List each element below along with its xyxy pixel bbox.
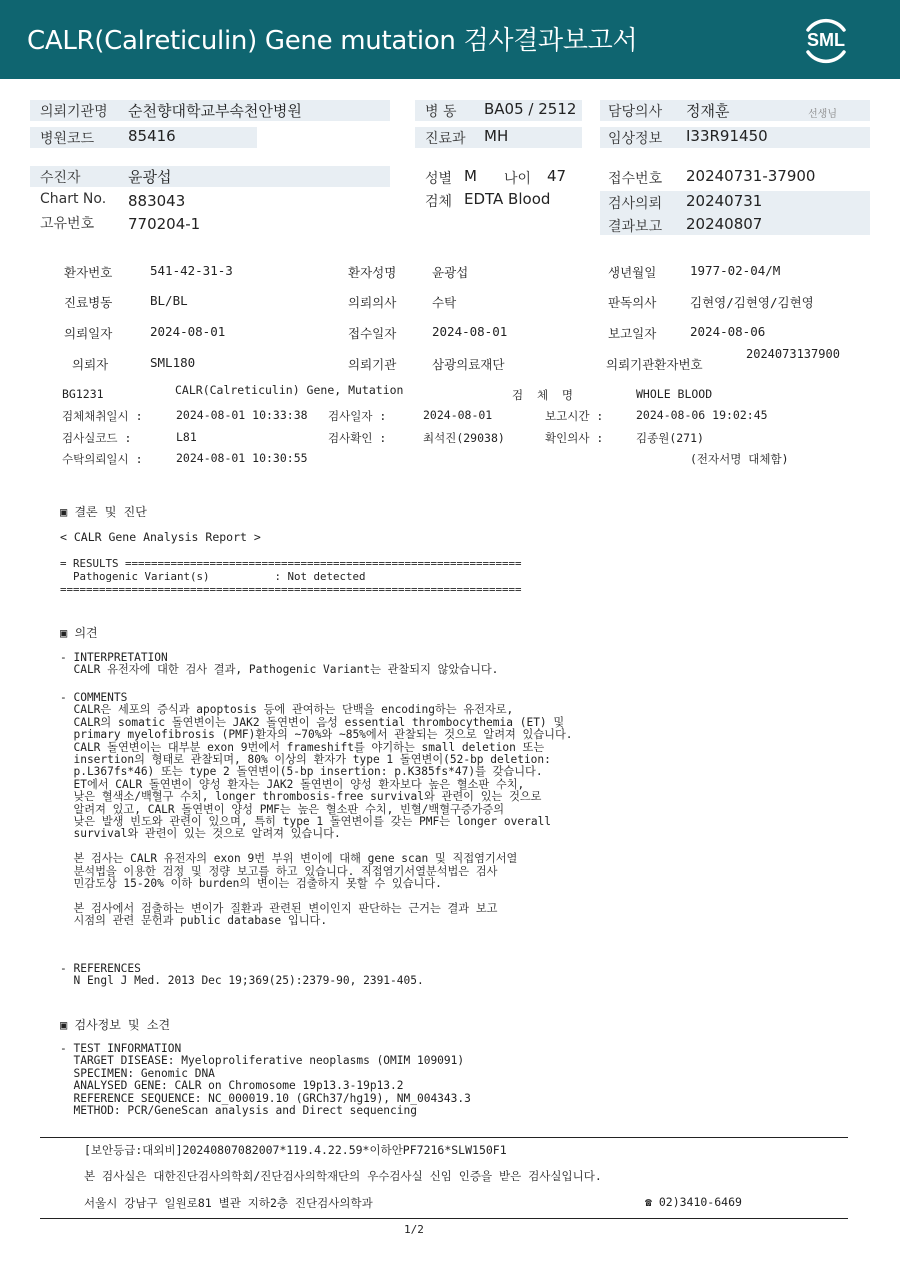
rep-report-date-value: 2024-08-06 xyxy=(690,324,766,339)
hosp-code-label: 병원코드 xyxy=(40,131,95,147)
rep-birth-label: 생년월일 xyxy=(608,265,657,280)
doctor-label: 담당의사 xyxy=(608,104,663,120)
rep-inst-patient-no-label: 의뢰기관환자번호 xyxy=(606,357,703,372)
specimen-name-label: 검 체 명 xyxy=(512,388,574,402)
rep-ward-label: 진료병동 xyxy=(64,295,113,310)
rep-req-date-label: 의뢰일자 xyxy=(64,326,113,341)
req-inst-value: 순천향대학교부속천안병원 xyxy=(128,102,302,120)
rep-ward-value: BL/BL xyxy=(150,293,188,308)
rep-reading-doc-label: 판독의사 xyxy=(608,295,657,310)
rep-requester-label: 의뢰자 xyxy=(72,357,109,372)
lab-code-label: 검사실코드 : xyxy=(62,431,132,445)
report-title: CALR(Calreticulin) Gene mutation 검사결과보고서 xyxy=(27,26,638,56)
rep-birth-value: 1977-02-04/M xyxy=(690,263,781,278)
test-date-label: 검사일자 : xyxy=(328,409,387,423)
unique-label: 고유번호 xyxy=(40,216,95,232)
patient-label: 수진자 xyxy=(40,170,81,186)
dept-value: MH xyxy=(484,127,509,145)
results-item: Pathogenic Variant(s) : Not detected xyxy=(60,570,366,583)
ward-value: BA05 / 2512 xyxy=(484,100,577,118)
testinfo-block: - TEST INFORMATION TARGET DISEASE: Myeloproliferative neoplasms (OMIM 109091) SPECIMEN: Genomic DNA ANALYSED GENE: CALR on Chromosome 19p13.3-19p13.2 REFERENCE SEQUENCE: NC_000019.10 (GRCh37/hg19), NM_004343.3 METHOD: PCR/GeneScan analysis and Direct sequencing xyxy=(60,1042,471,1118)
doctor-value: 정재훈 xyxy=(686,102,730,120)
age-value: 47 xyxy=(547,167,567,185)
unique-value: 770204-1 xyxy=(128,215,201,233)
rep-receipt-date-value: 2024-08-01 xyxy=(432,324,508,339)
specimen-name-value: WHOLE BLOOD xyxy=(636,387,713,401)
clinical-value: I33R91450 xyxy=(686,127,768,145)
interpretation-block: - INTERPRETATION CALR 유전자에 대한 검사 결과, Pathogenic Variant는 관찰되지 않았습니다. xyxy=(60,651,499,677)
rep-patient-no-value: 541-42-31-3 xyxy=(150,263,233,278)
hosp-code-value: 85416 xyxy=(128,127,176,145)
req-date-label: 검사의뢰 xyxy=(608,196,663,212)
opinion-title: ▣ 의견 xyxy=(60,626,98,640)
confirm-label: 검사확인 : xyxy=(328,431,387,445)
req-date-value: 20240731 xyxy=(686,192,763,210)
results-end: ======================================================================= xyxy=(60,583,522,596)
results-line: = RESULTS ============================================================= xyxy=(60,557,522,570)
chart-value: 883043 xyxy=(128,192,186,210)
sex-value: M xyxy=(464,167,477,185)
confirm-doc-value: 김종원(271) xyxy=(636,431,704,445)
req-inst-label: 의뢰기관명 xyxy=(40,104,108,120)
rep-patient-no-label: 환자번호 xyxy=(64,265,113,280)
dept-label: 진료과 xyxy=(425,131,466,147)
footer-top-line xyxy=(40,1137,848,1138)
report-header xyxy=(0,0,900,79)
confirm-doc-label: 확인의사 : xyxy=(545,431,604,445)
test-name: CALR(Calreticulin) Gene, Mutation xyxy=(175,383,404,397)
chart-label: Chart No. xyxy=(40,191,107,207)
specimen-label: 검체 xyxy=(425,194,453,210)
cert-line: 본 검사실은 대한진단검사의학회/진단검사의학재단의 우수검사실 신임 인증을 받은 검사실입니다. xyxy=(84,1169,602,1183)
rep-req-date-value: 2024-08-01 xyxy=(150,324,226,339)
test-code: BG1231 xyxy=(62,387,104,401)
pill-patient xyxy=(30,166,390,187)
collect-value: 2024-08-01 10:33:38 xyxy=(176,408,308,422)
specimen-value: EDTA Blood xyxy=(464,190,551,208)
phone-line: ☎ 02)3410-6469 xyxy=(645,1195,742,1209)
report-name: < CALR Gene Analysis Report > xyxy=(60,530,261,544)
rep-req-inst-label: 의뢰기관 xyxy=(348,357,397,372)
patient-value: 윤광섭 xyxy=(128,168,172,186)
footer-bottom-line xyxy=(40,1218,848,1219)
result-date-value: 20240807 xyxy=(686,215,763,233)
security-line: [보안등급:대외비]20240807082007*119.4.22.59*이하안PF7216*SLW150F1 xyxy=(84,1143,507,1157)
comments-block: - COMMENTS CALR은 세포의 증식과 apoptosis 등에 관여하는 단백을 encoding하는 유전자로, CALR의 somatic 돌연변이는 JAK2 돌연변이 음성 essential thrombocythemia (ET) 및 primary myelofibrosis (PMF)환자의 ~70%와 ~85%에서 관찰되는 것으로 알려져 있습니다. CALR 돌연변이는 대부분 exon 9번에서 frameshift를 야기하는 small deletion 또는 insertion의 형태로 관찰되며, 80% 이상의 환자가 type 1 돌연변이(52-bp deletion: p.L367fs*46) 또는 type 2 돌연변이(5-bp insertion: p.K385fs*47)를 갖습니다. ET에서 CALR 돌연변이 양성 환자는 JAK2 돌연변이 양성 환자보다 높은 혈소판 수치, 낮은 혈색소/백혈구 수치, longer thrombosis-free survival와 관련이 있는 것으로 알려져 있고, CALR 돌연변이 양성 PMF는 높은 혈소판 수치, 빈혈/백혈구증가증의 낮은 발생 빈도와 관련이 있으며, 특히 type 1 돌연변이를 갖는 PMF는 longer overall survival와 관련이 있는 것으로 알려져 있습니다. 본 검사는 CALR 유전자의 exon 9번 부위 변이에 대해 gene scan 및 직접염기서열 분석법을 이용한 검정 및 정량 보고를 하고 있습니다. 직접염기서열분석법은 검사 민감도상 15-20% 이하 burden의 변이는 검출하지 못할 수 있습니다. 본 검사에서 검출하는 변이가 질환과 관련된 변이인지 판단하는 근거는 결과 보고 시점의 관련 문헌과 public database 입니다. xyxy=(60,691,573,928)
references-block: - REFERENCES N Engl J Med. 2013 Dec 19;369(25):2379-90, 2391-405. xyxy=(60,962,424,988)
result-date-label: 결과보고 xyxy=(608,219,663,235)
rep-receipt-date-label: 접수일자 xyxy=(348,326,397,341)
rep-patient-name-value: 윤광섭 xyxy=(432,265,469,280)
logo-text: SML xyxy=(807,30,845,50)
clinical-label: 임상정보 xyxy=(608,131,663,147)
rep-req-inst-value: 삼광의료재단 xyxy=(432,357,505,372)
confirm-value: 최석진(29038) xyxy=(423,431,505,445)
rep-report-date-label: 보고일자 xyxy=(608,326,657,341)
receipt-value: 20240731-37900 xyxy=(686,167,816,185)
conclusion-title: ▣ 결론 및 진단 xyxy=(60,505,147,519)
sex-label: 성별 xyxy=(425,171,453,187)
address-line: 서울시 강남구 일원로81 별관 지하2층 진단검사의학과 xyxy=(84,1196,373,1210)
contract-label: 수탁의뢰일시 : xyxy=(62,452,143,466)
esign-note: (전자서명 대체함) xyxy=(690,452,789,466)
sml-logo xyxy=(798,12,854,68)
rep-patient-name-label: 환자성명 xyxy=(348,265,397,280)
report-time-value: 2024-08-06 19:02:45 xyxy=(636,408,768,422)
contract-value: 2024-08-01 10:30:55 xyxy=(176,451,308,465)
receipt-label: 접수번호 xyxy=(608,171,663,187)
rep-requester-value: SML180 xyxy=(150,355,196,370)
doctor-suffix: 선생님 xyxy=(808,109,837,120)
ward-label: 병 동 xyxy=(425,104,457,120)
collect-label: 검체채취일시 : xyxy=(62,409,143,423)
age-label: 나이 xyxy=(504,171,532,187)
report-time-label: 보고시간 : xyxy=(545,409,604,423)
page-number: 1/2 xyxy=(404,1223,424,1236)
rep-req-doc-label: 의뢰의사 xyxy=(348,295,397,310)
rep-reading-doc-value: 김현영/김현영/김현영 xyxy=(690,295,814,310)
test-date-value: 2024-08-01 xyxy=(423,408,493,422)
lab-code-value: L81 xyxy=(176,430,197,444)
rep-req-doc-value: 수탁 xyxy=(432,295,457,310)
rep-inst-patient-no-value: 2024073137900 xyxy=(746,347,840,361)
testinfo-title: ▣ 검사정보 및 소견 xyxy=(60,1018,171,1032)
